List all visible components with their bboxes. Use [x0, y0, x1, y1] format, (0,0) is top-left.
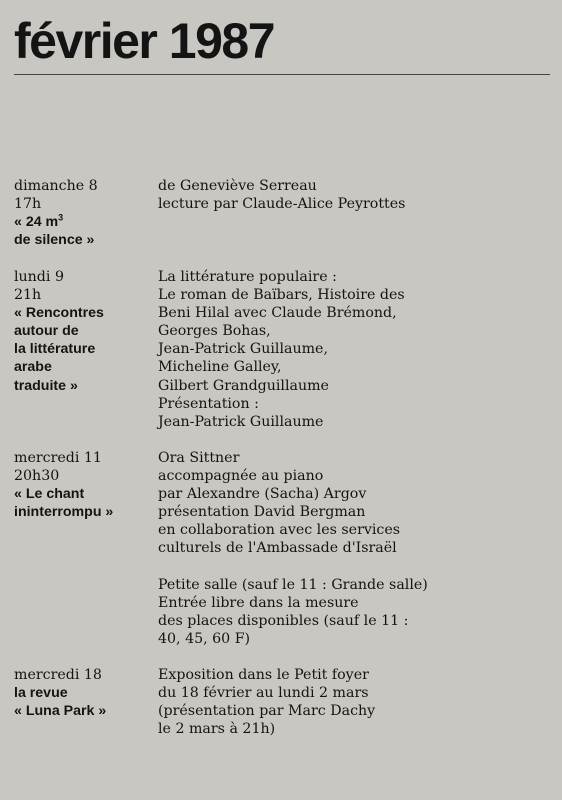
event-time: 17h	[14, 196, 42, 213]
event-title-text: « 24 m	[14, 214, 59, 231]
event-title-line: « Rencontres	[14, 305, 104, 322]
event-date: mercredi 18	[14, 667, 102, 683]
detail-line: par Alexandre (Sacha) Argov	[158, 486, 367, 503]
note-line: Petite salle (sauf le 11 : Grande salle)	[158, 576, 428, 593]
event-title-line: autour de	[14, 323, 79, 340]
detail-line: culturels de l'Ambassade d'Israël	[158, 540, 397, 557]
note-line: des places disponibles (sauf le 11 :	[158, 612, 409, 629]
detail-line: Présentation :	[158, 395, 259, 412]
event-meta	[14, 666, 152, 720]
event-title-line: « Luna Park »	[14, 703, 107, 720]
detail-line: Georges Bohas,	[158, 323, 271, 340]
event-title-line: ininterrompu »	[14, 504, 114, 521]
detail-line: accompagnée au piano	[158, 468, 324, 485]
event-title-line: de silence »	[14, 232, 95, 249]
detail-line: lecture par Claude-Alice Peyrottes	[158, 196, 406, 213]
event-title-superscript: 3	[58, 212, 64, 223]
detail-line: Le roman de Baïbars, Histoire des	[158, 287, 405, 304]
detail-line: en collaboration avec les services	[158, 522, 401, 539]
event-title-line	[14, 213, 152, 231]
spacer	[158, 558, 553, 576]
event-title-line: « Le chant	[14, 486, 85, 503]
event-title-line: la littérature	[14, 341, 96, 358]
event-meta	[14, 268, 152, 395]
page-title: février 1987	[14, 13, 275, 69]
detail-line: Jean-Patrick Guillaume	[158, 413, 324, 430]
detail-line: Exposition dans le Petit foyer	[158, 667, 369, 683]
event-meta	[14, 177, 152, 249]
event-title-line: arabe	[14, 359, 52, 376]
event-time: 21h	[14, 287, 42, 304]
note-line: 40, 45, 60 F)	[158, 630, 251, 647]
detail-line: Micheline Galley,	[158, 359, 282, 376]
event-details	[158, 666, 553, 738]
event-date: lundi 9	[14, 269, 64, 285]
detail-line: présentation David Bergman	[158, 504, 366, 521]
event-details	[158, 177, 553, 213]
title-divider	[14, 74, 550, 75]
event-date: dimanche 8	[14, 178, 98, 194]
note-line: Entrée libre dans la mesure	[158, 594, 359, 611]
event-details	[158, 268, 553, 431]
detail-line: de Geneviève Serreau	[158, 178, 317, 194]
detail-line: Gilbert Grandguillaume	[158, 377, 329, 394]
event-meta	[14, 449, 152, 521]
detail-line: (présentation par Marc Dachy	[158, 703, 376, 720]
detail-line: le 2 mars à 21h)	[158, 721, 276, 738]
detail-line: Ora Sittner	[158, 450, 240, 466]
event-details	[158, 449, 553, 648]
detail-line: du 18 février au lundi 2 mars	[158, 685, 369, 702]
detail-line: Beni Hilal avec Claude Brémond,	[158, 305, 397, 322]
detail-line: La littérature populaire :	[158, 269, 337, 285]
event-title-line: la revue	[14, 685, 68, 702]
event-date: mercredi 11	[14, 450, 102, 466]
event-title-line: traduite »	[14, 377, 78, 394]
event-time: 20h30	[14, 468, 60, 485]
detail-line: Jean-Patrick Guillaume,	[158, 341, 328, 358]
